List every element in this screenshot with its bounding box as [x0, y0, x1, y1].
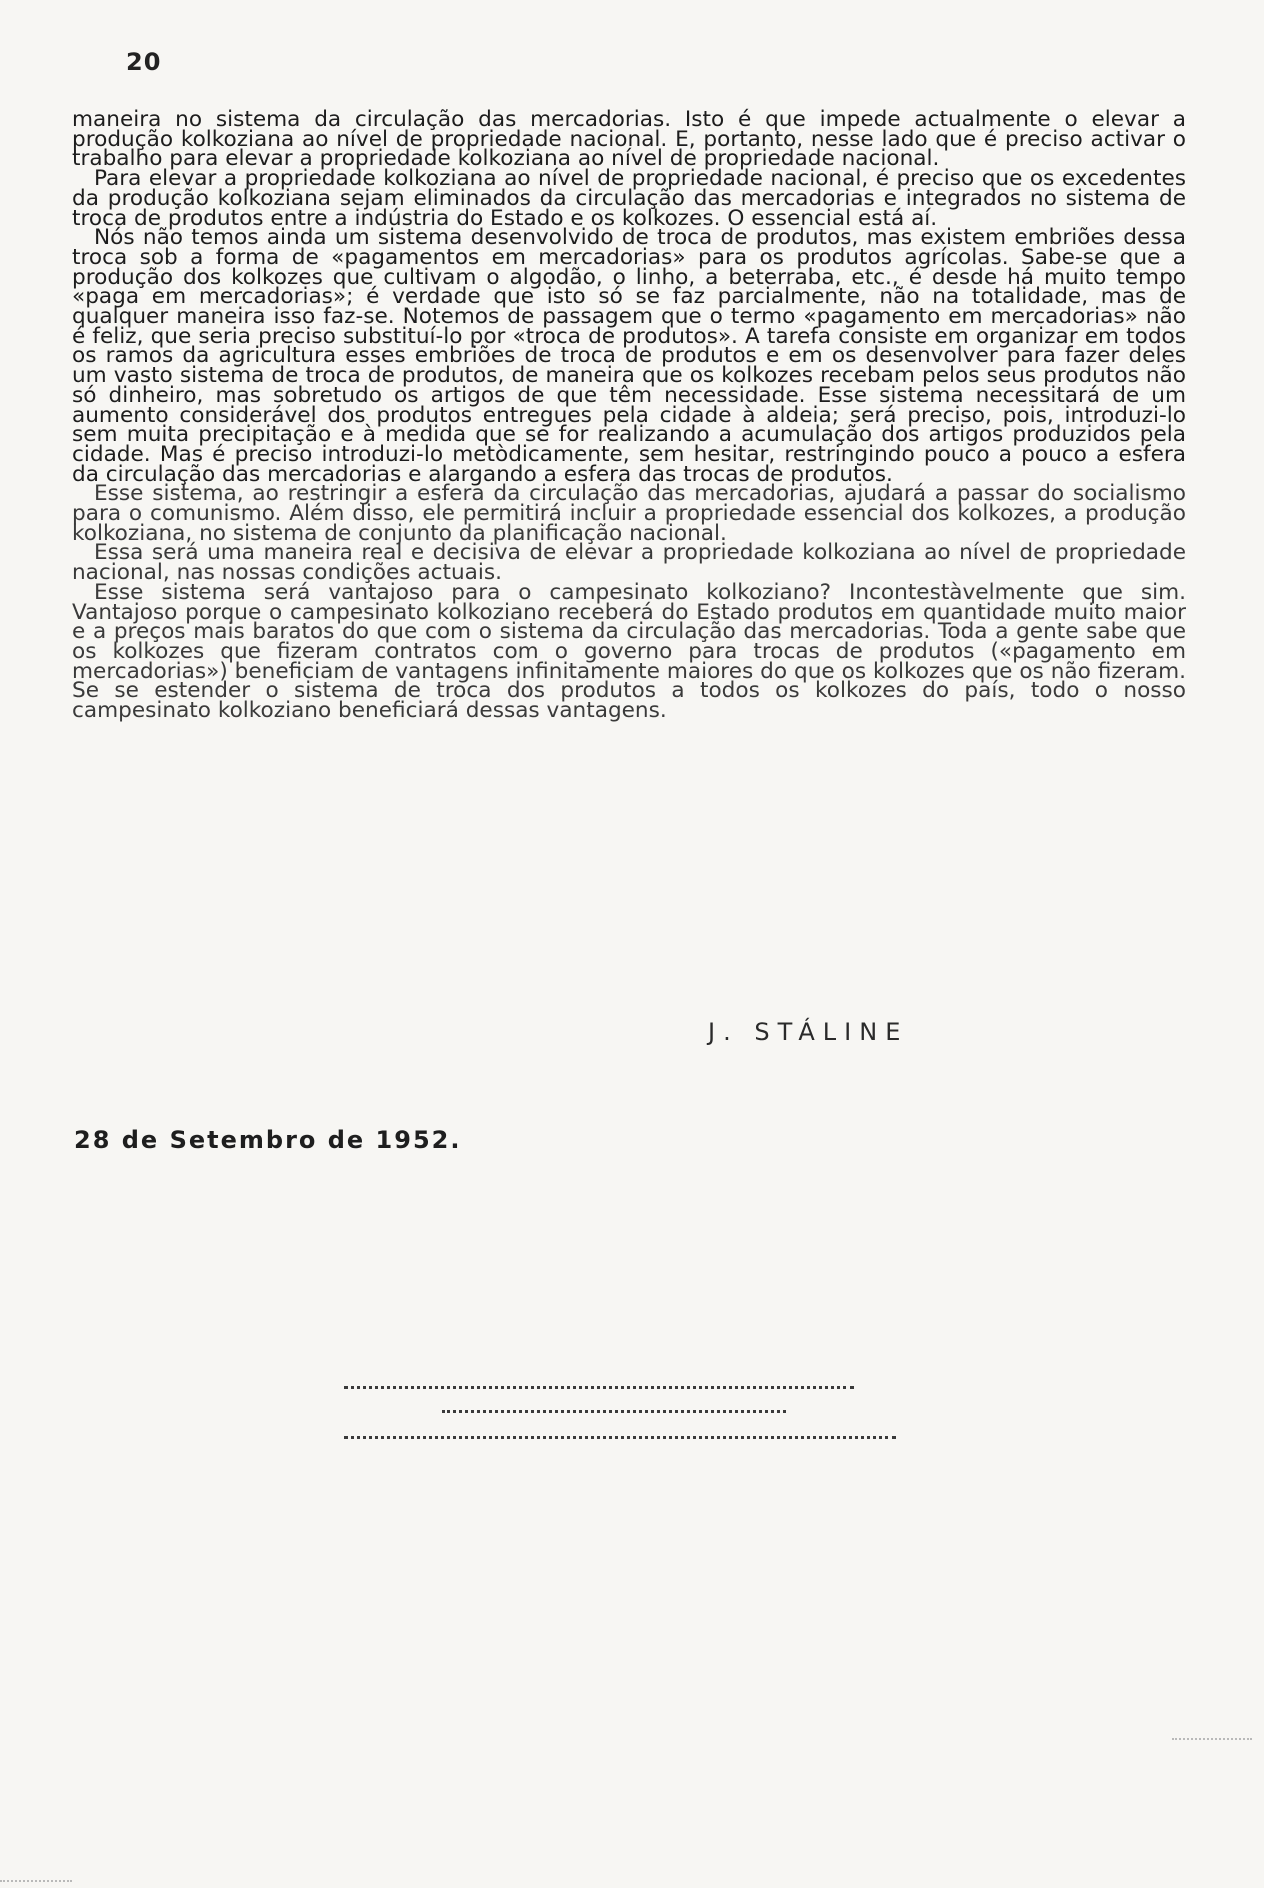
dotted-separator: [344, 1436, 896, 1439]
date-line: 28 de Setembro de 1952.: [74, 1126, 462, 1154]
scan-edge-mark: [1172, 1738, 1252, 1740]
paragraph: Essa será uma maneira real e decisiva de elevar a propriedade kolkoziana ao nível de propriedade nacional, nas nossas condições actuais.: [72, 540, 1186, 586]
paragraph: Esse sistema será vantajoso para o campesinato kolkoziano? Incontestàvelmente que sim. Vantajoso porque o campesinato kolkoziano receberá do Estado produtos em quantidade muito maior e a preços mais baratos do que com o sistema da circulação das mercadorias. Toda a gente sabe que os kolkozes que fizeram contratos com o governo para trocas de produtos («pagamento em mercadorias») beneficiam de vantagens infinitamente maiores do que os kolkozes que os não fizeram. Se se estender o sistema de troca dos produtos a todos os kolkozes do país, todo o nosso campesinato kolkoziano beneficiará dessas vantagens.: [72, 579, 1186, 724]
paragraph: maneira no sistema da circulação das mercadorias. Isto é que impede actualmente o elevar a produção kolkoziana ao nível de propriedade nacional. E, portanto, nesse lado que é preciso activar o trabalho para elevar a propriedade kolkoziana ao nível de propriedade nacional.: [72, 107, 1186, 172]
page-number: 20: [126, 48, 162, 76]
scan-edge-mark: [0, 1880, 72, 1882]
paragraph: Esse sistema, ao restringir a esfera da circulação das mercadorias, ajudará a passar do socialismo para o comunismo. Além disso, ele permitirá incluir a propriedade essencial dos kolkozes, a produção kolkoziana, no sistema de conjunto da planificação nacional.: [72, 481, 1186, 546]
paragraph: Nós não temos ainda um sistema desenvolvido de troca de produtos, mas existem embriões dessa troca sob a forma de «pagamentos em mercadorias» para os produtos agrícolas. Sabe-se que a produção dos kolkozes que cultivam o algodão, o linho, a beterraba, etc., é desde há muito tempo «paga em mercadorias»; é verdade que isto só se faz parcialmente, não na totalidade, mas de qualquer maneira isso faz-se. Notemos de passagem que o termo «pagamento em mercadorias» não é feliz, que seria preciso substituí-lo por «troca de produtos». A tarefa consiste em organizar em todos os ramos da agricultura esses embriões de troca de produtos e em os desenvolver para fazer deles um vasto sistema de troca de produtos, de maneira que os kolkozes recebam pelos seus produtos não só dinheiro, mas sobretudo os artigos de que têm necessidade. Esse sistema necessitará de um aumento considerável dos produtos entregues pela cidade à aldeia; será preciso, pois, introduzi-lo sem muita precipitação e à medida que se for realizando a acumulação dos artigos produzidos pela cidade. Mas é preciso introduzi-lo metòdicamente, sem hesitar, restringindo pouco a pouco a esfera da circulação das mercadorias e alargando a esfera das trocas de produtos.: [72, 225, 1186, 487]
paragraph: Para elevar a propriedade kolkoziana ao nível de propriedade nacional, é preciso que os excedentes da produção kolkoziana sejam eliminados da circulação das mercadorias e integrados no sistema de troca de produtos entre a indústria do Estado e os kolkozes. O essencial está aí.: [72, 166, 1186, 231]
signature: J. STÁLINE: [708, 1018, 909, 1046]
dotted-separator: [442, 1410, 786, 1413]
dotted-separator: [344, 1386, 854, 1389]
body-text: [72, 107, 1186, 724]
